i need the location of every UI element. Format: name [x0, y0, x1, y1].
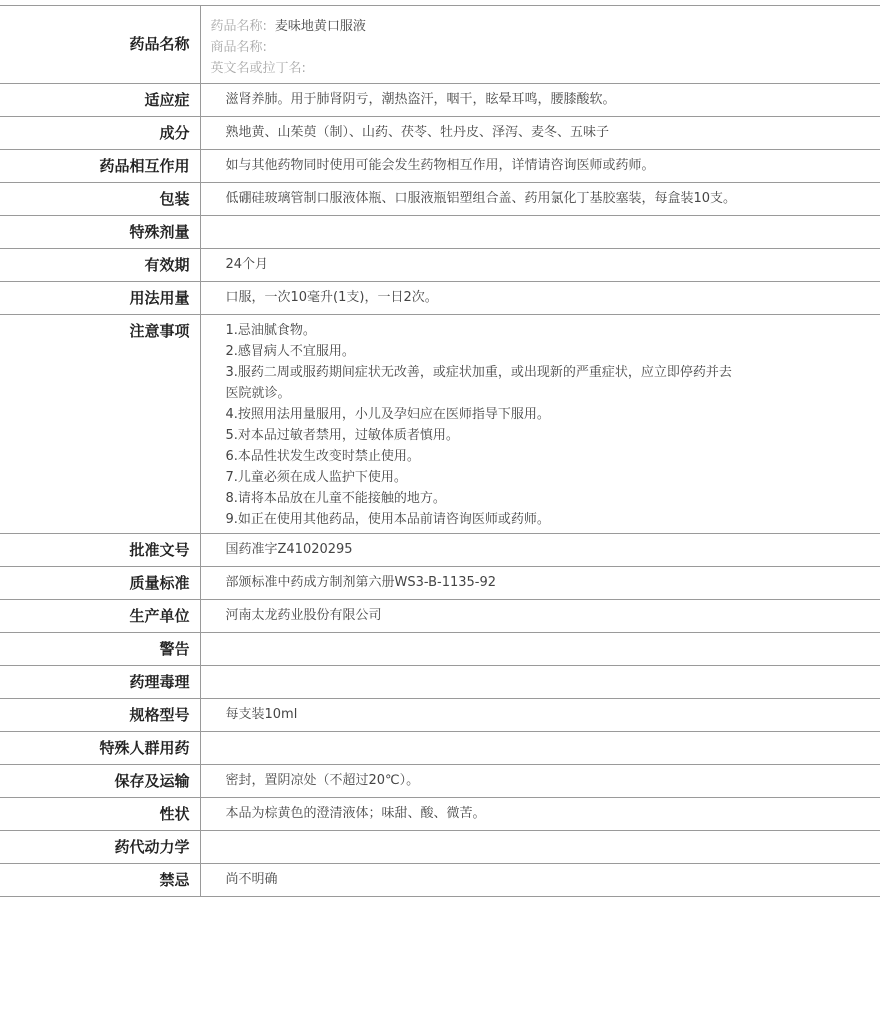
- row-value: 每支装10ml: [200, 699, 880, 732]
- precaution-line: 7.儿童必须在成人监护下使用。: [225, 470, 407, 485]
- precaution-line: 8.请将本品放在儿童不能接触的地方。: [225, 491, 446, 506]
- row-label-drug-name: 药品名称: [0, 6, 200, 84]
- table-row: [0, 600, 880, 633]
- row-value: 密封，置阴凉处（不超过20℃）。: [200, 765, 880, 798]
- row-value: [200, 831, 880, 864]
- table-row: [0, 864, 880, 897]
- table-row: [0, 633, 880, 666]
- table-row: [0, 117, 880, 150]
- table-row: [0, 831, 880, 864]
- trade-name-key: 商品名称:: [210, 40, 267, 55]
- row-value: 低硼硅玻璃管制口服液体瓶、口服液瓶铝塑组合盖、药用氯化丁基胶塞装，每盒装10支。: [200, 183, 880, 216]
- table-row: [0, 150, 880, 183]
- english-name-line: [211, 58, 880, 79]
- table-row: [0, 534, 880, 567]
- row-value: 口服，一次10毫升(1支)，一日2次。: [200, 282, 880, 315]
- row-label: 规格型号: [0, 699, 200, 732]
- precaution-line: 6.本品性状发生改变时禁止使用。: [225, 449, 420, 464]
- row-label: 批准文号: [0, 534, 200, 567]
- table-row: [0, 216, 880, 249]
- row-label: 药品相互作用: [0, 150, 200, 183]
- table-row-precautions: [0, 315, 880, 534]
- row-value: 河南太龙药业股份有限公司: [200, 600, 880, 633]
- trade-name-line: [211, 37, 880, 58]
- precaution-line: 1.忌油腻食物。: [225, 323, 316, 338]
- row-label: 生产单位: [0, 600, 200, 633]
- precaution-line: 2.感冒病人不宜服用。: [225, 344, 355, 359]
- row-label: 用法用量: [0, 282, 200, 315]
- row-label: 特殊人群用药: [0, 732, 200, 765]
- table-row: [0, 765, 880, 798]
- english-name-key: 英文名或拉丁名:: [210, 61, 306, 76]
- row-label: 性状: [0, 798, 200, 831]
- row-label: 有效期: [0, 249, 200, 282]
- row-value: [200, 666, 880, 699]
- row-label: 警告: [0, 633, 200, 666]
- row-value: 尚不明确: [200, 864, 880, 897]
- table-row: [0, 249, 880, 282]
- table-row: [0, 183, 880, 216]
- row-value: 滋肾养肺。用于肺肾阴亏，潮热盗汗，咽干，眩晕耳鸣，腰膝酸软。: [200, 84, 880, 117]
- precaution-line: 3.服药二周或服药期间症状无改善，或症状加重，或出现新的严重症状，应立即停药并去: [225, 365, 732, 380]
- precautions-list: [200, 315, 880, 534]
- row-label: 包装: [0, 183, 200, 216]
- table-row: [0, 732, 880, 765]
- row-value: 24个月: [200, 249, 880, 282]
- drug-info-table: [0, 5, 880, 897]
- row-label: 质量标准: [0, 567, 200, 600]
- row-value: 如与其他药物同时使用可能会发生药物相互作用，详情请咨询医师或药师。: [200, 150, 880, 183]
- row-value: [200, 633, 880, 666]
- generic-name-line: [211, 16, 880, 37]
- row-value: 国药准字Z41020295: [200, 534, 880, 567]
- row-label: 禁忌: [0, 864, 200, 897]
- table-row: [0, 666, 880, 699]
- row-label: 药理毒理: [0, 666, 200, 699]
- row-value: 部颁标准中药成方制剂第六册WS3-B-1135-92: [200, 567, 880, 600]
- table-row: [0, 84, 880, 117]
- row-value: [200, 216, 880, 249]
- drug-name-block: [200, 6, 880, 84]
- row-label-precautions: 注意事项: [0, 315, 200, 534]
- table-row: [0, 798, 880, 831]
- row-value: 熟地黄、山茱萸（制）、山药、茯苓、牡丹皮、泽泻、麦冬、五味子: [200, 117, 880, 150]
- row-label: 适应症: [0, 84, 200, 117]
- table-row-drug-name: [0, 6, 880, 84]
- generic-name-value: 麦味地黄口服液: [274, 19, 366, 34]
- row-value: 本品为棕黄色的澄清液体；味甜、酸、微苦。: [200, 798, 880, 831]
- table-row: [0, 699, 880, 732]
- row-value: [200, 732, 880, 765]
- row-label: 成分: [0, 117, 200, 150]
- precaution-line: 9.如正在使用其他药品，使用本品前请咨询医师或药师。: [225, 512, 550, 527]
- table-row: [0, 282, 880, 315]
- row-label: 保存及运输: [0, 765, 200, 798]
- precaution-line: 4.按照用法用量服用，小儿及孕妇应在医师指导下服用。: [225, 407, 550, 422]
- precaution-line: 5.对本品过敏者禁用，过敏体质者慎用。: [225, 428, 459, 443]
- table-row: [0, 567, 880, 600]
- generic-name-key: 药品名称:: [210, 19, 267, 34]
- row-label: 药代动力学: [0, 831, 200, 864]
- row-label: 特殊剂量: [0, 216, 200, 249]
- precaution-line: 医院就诊。: [225, 386, 291, 401]
